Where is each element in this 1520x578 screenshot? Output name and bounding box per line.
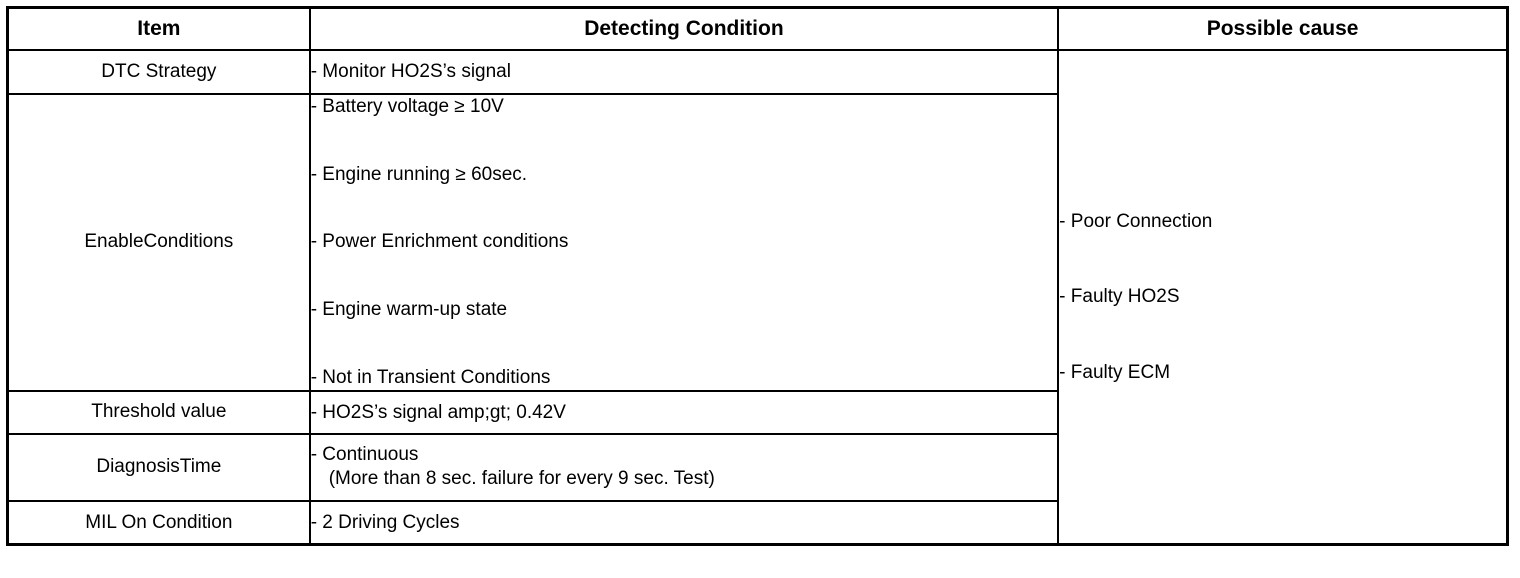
table-header-row: [8, 8, 1508, 51]
header-detecting-condition: Detecting Condition: [310, 8, 1058, 51]
row-condition-mil-on-condition: [310, 501, 1058, 545]
condition-line: - Not in Transient Conditions: [310, 366, 551, 388]
row-condition-dtc-strategy: [310, 50, 1058, 94]
cause-line-1: - Poor Connection: [1059, 210, 1213, 232]
row-item-dtc-strategy: DTC Strategy: [8, 50, 310, 94]
condition-line: - Engine running ≥ 60sec.: [310, 163, 528, 185]
row-condition-threshold-value: [310, 391, 1058, 435]
header-item: Item: [8, 8, 310, 51]
condition-subline: (More than 8 sec. failure for every 9 sec. Test): [328, 468, 715, 489]
table-row: [8, 50, 1508, 94]
cause-line-2: - Faulty HO2S: [1059, 286, 1180, 308]
row-item-mil-on-condition: MIL On Condition: [8, 501, 310, 545]
condition-line: - Battery voltage ≥ 10V: [310, 95, 504, 117]
row-condition-diagnosis-time: [310, 434, 1058, 500]
condition-line: - HO2S’s signal amp;gt; 0.42V: [310, 401, 566, 423]
condition-line: - Power Enrichment conditions: [310, 231, 569, 253]
header-possible-cause: Possible cause: [1058, 8, 1507, 51]
row-item-diagnosis-time: DiagnosisTime: [8, 434, 310, 500]
condition-line: - Monitor HO2S’s signal: [310, 61, 511, 82]
condition-line: - 2 Driving Cycles: [310, 511, 460, 533]
cause-line-3: - Faulty ECM: [1059, 362, 1171, 384]
possible-cause-cell: [1058, 50, 1507, 545]
condition-line: - Continuous: [310, 444, 419, 466]
row-condition-enable-conditions: [310, 94, 1058, 391]
row-item-threshold-value: Threshold value: [8, 391, 310, 435]
condition-line: - Engine warm-up state: [310, 299, 508, 320]
dtc-detection-table: [6, 6, 1509, 546]
row-item-enable-conditions: EnableConditions: [8, 94, 310, 391]
